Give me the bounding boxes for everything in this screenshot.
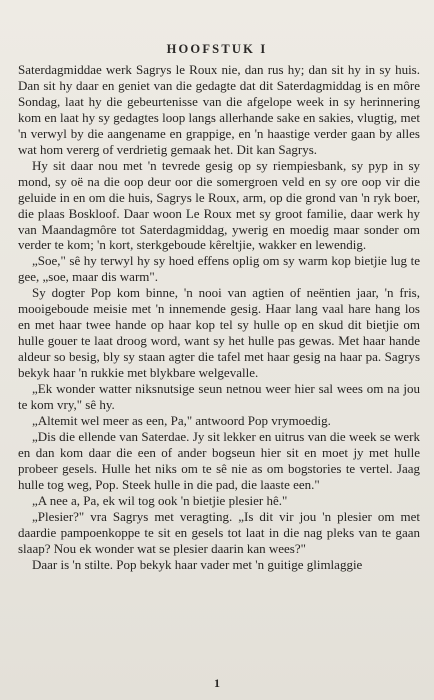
paragraph-5: „Ek wonder watter niksnutsige seun netnou weer hier sal wees om na jou te kom vry," sê hy. xyxy=(18,381,420,413)
paragraph-1: Saterdagmiddae werk Sagrys le Roux nie, dan rus hy; dan sit hy in sy huis. Dan sit hy daar en geniet van die gedagte dat dit Saterdagmiddag is en môre Sondag, laat hy die gebeurtenisse van die afgelope week in sy herinnering kom en laat hy sy gedagtes loop langs allerhande sake en sakies, vlugtig, met 'n verwyl by die aangename en grappige, en 'n haastige verder gaan by alles wat hom vererg of verdrietig gemaak het. Dit kan Sagrys. xyxy=(18,62,420,157)
paragraph-3: „Soe," sê hy terwyl hy sy hoed effens oplig om sy warm kop bietjie lug te gee, „soe, maar dis warm". xyxy=(18,253,420,285)
paragraph-7: „Dis die ellende van Saterdae. Jy sit lekker en uitrus van die week se werk en dan kom daar die een of ander bogseun hier sit en moet jy met hulle probeer gesels. Hulle het niks om te sê nie as om bogstories te vertel. Jaag hulle tog weg, Pop. Steek hulle in die pad, die laaste een." xyxy=(18,428,420,492)
page-number: 1 xyxy=(214,676,220,690)
paragraph-4: Sy dogter Pop kom binne, 'n nooi van agtien of neëntien jaar, 'n fris, mooigeboude meisie met 'n innemende gesig. Haar lang vaal hare hang los en met haar twee hande op haar kop tel sy hulle op en skud dit bietjie om hulle gouer te laat droog word, want sy het hulle pas gewas. Met haar hande aldeur so besig, bly sy staan agter die tafel met haar gesig na haar pa. Sagrys bekyk haar 'n rukkie met blykbare welgevalle. xyxy=(18,285,420,381)
paragraph-6: „Altemit wel meer as een, Pa," antwoord Pop vrymoedig. xyxy=(32,412,331,428)
paragraph-2: Hy sit daar nou met 'n tevrede gesig op sy riempiesbank, sy pyp in sy mond, sy oë na die oop deur oor die somergroen veld en sy ore oop vir die geluide in en om die huis, Sagrys le Roux, arm, op die grond van 'n ryk boer, die plaas Boskloof. Daar woon Le Roux met sy groot familie, daar werk hy van Maandagmôre tot Saterdagmiddag, ywerig en moedig maar sonder om verder te kom; 'n kort, sterkgeboude kêreltjie, wakker en lewendig. xyxy=(18,157,420,253)
paragraph-10: Daar is 'n stilte. Pop bekyk haar vader met 'n guitige glimlaggie xyxy=(32,556,363,572)
body-text xyxy=(18,62,420,573)
paragraph-9: „Plesier?" vra Sagrys met veragting. „Is dit vir jou 'n plesier om met daardie pampoenkoppe te sit en gesels tot laat in die nag pleks van te gaan slaap? Nou ek wonder wat se plesier daarin kan wees?" xyxy=(18,508,420,556)
chapter-heading: HOOFSTUK I xyxy=(166,42,268,56)
paragraph-8: „A nee a, Pa, ek wil tog ook 'n bietjie plesier hê." xyxy=(32,492,288,508)
